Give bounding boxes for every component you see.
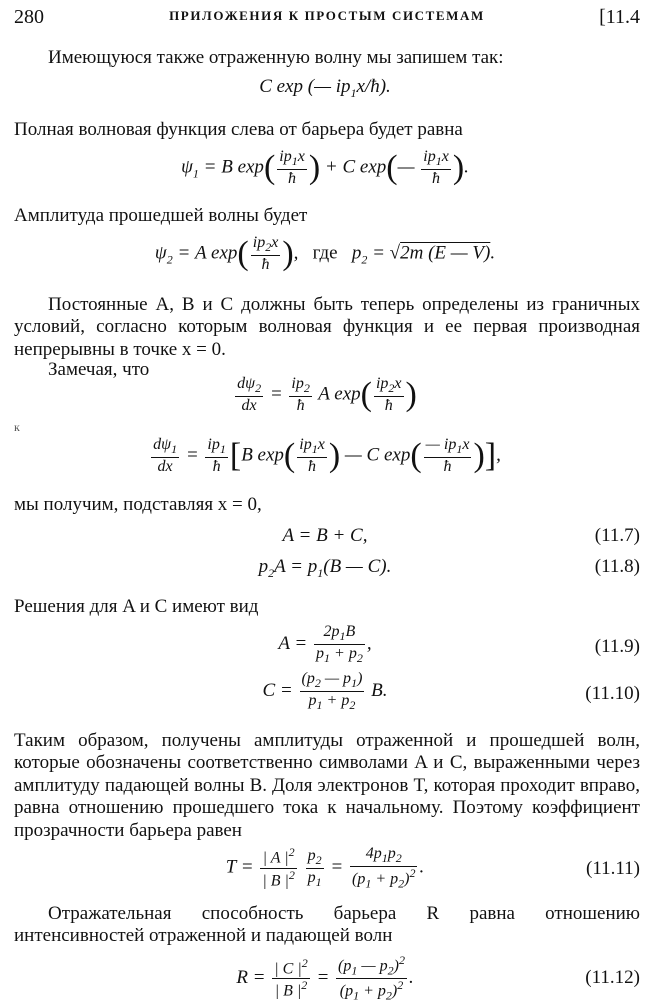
stray-letter: к [14, 420, 20, 434]
equation-11-7: A = B + C, [282, 525, 368, 546]
equation-11-12: R = $\frac{| C |^2}{| B |^2}$ = $\frac{(p_1 — p_2)^2}{(p_1 + p_2)^2}$ . [236, 953, 414, 1003]
equation-number-11-10: (11.10) [585, 683, 640, 704]
equation-number-11-9: (11.9) [594, 636, 640, 657]
paragraph-noting: Замечая, что [48, 359, 150, 380]
paragraph-substituting: мы получим, подставляя x = 0, [14, 494, 262, 515]
page-number: 280 [14, 6, 44, 28]
equation-11-11: T = $\frac{| A |^2}{| B |^2}$ $\frac{p_2}{p_1}$ = $\frac{4p_1p_2}{(p_1 + p_2)^2}$ . [225, 844, 425, 891]
equation-dpsi2: $\frac{d\psi_2}{dx}$ = $\frac{ip_2}{ħ}$ A exp( $\frac{ip_2x}{ħ}$ ) [237, 375, 417, 414]
paragraph-total-wavefunction: Полная волновая функция слева от барьера будет равна [14, 119, 463, 140]
section-number: [11.4 [599, 6, 640, 28]
equation-reflected-wave: C exp (— $ip_1x/ħ$). [259, 76, 391, 100]
equation-number-11-8: (11.8) [594, 556, 640, 577]
page-header [14, 6, 640, 32]
equation-psi1: $\psi_1 = B$ exp( $\frac{ip_1x}{ħ}$ ) + C exp(— $\frac{ip_1x}{ħ}$ ). [181, 148, 469, 187]
paragraph-reflected-wave: Имеющуюся также отраженную волну мы запишем так: [48, 47, 504, 68]
equation-11-8: $p_2A = p_1(B$ — C). [258, 556, 392, 580]
equation-psi2: $\psi_2 = A$ exp( $\frac{ip_2x}{ħ}$ ), где $p_2 = √2m$ (E — V). [154, 234, 496, 273]
paragraph-reflectivity: Отражательная способность барьера R равна отношению интенсивностей отраженной и падающей волн [14, 903, 640, 947]
equation-11-9: A = $\frac{2p_1B}{p_1 + p_2}$ , [278, 623, 372, 666]
equation-number-11-11: (11.11) [586, 858, 640, 879]
paragraph-thus-obtained: Таким образом, получены амплитуды отраженной и прошедшей волн, которые обозначены соответственно символами A и C, выраженными через амплитуду падающей волны B. Доля электронов T, которая проходит вправо, равна отношению прошедшего тока к начальному. Поэтому коэффициент прозрачности барьера равен [14, 730, 640, 841]
equation-number-11-12: (11.12) [585, 967, 640, 988]
paragraph-solutions: Решения для A и C имеют вид [14, 596, 259, 617]
equation-11-10: C = $\frac{(p_2 — p_1)}{p_1 + p_2}$ B. [262, 670, 388, 713]
paragraph-boundary-conditions: Постоянные A, B и C должны быть теперь определены из граничных условий, согласно которым волновая функция и ее первая производная непрерывны в точке x = 0. [14, 294, 640, 360]
equation-number-11-7: (11.7) [594, 525, 640, 546]
equation-dpsi1: $\frac{d\psi_1}{dx}$ = $\frac{ip_1}{ħ}$ [B exp( $\frac{ip_1x}{ħ}$ ) — C exp( $\frac{— ip_1x}{ħ}$ )], [153, 436, 501, 475]
paragraph-transmitted-amplitude: Амплитуда прошедшей волны будет [14, 205, 308, 226]
running-title: ПРИЛОЖЕНИЯ К ПРОСТЫМ СИСТЕМАМ [169, 8, 485, 23]
